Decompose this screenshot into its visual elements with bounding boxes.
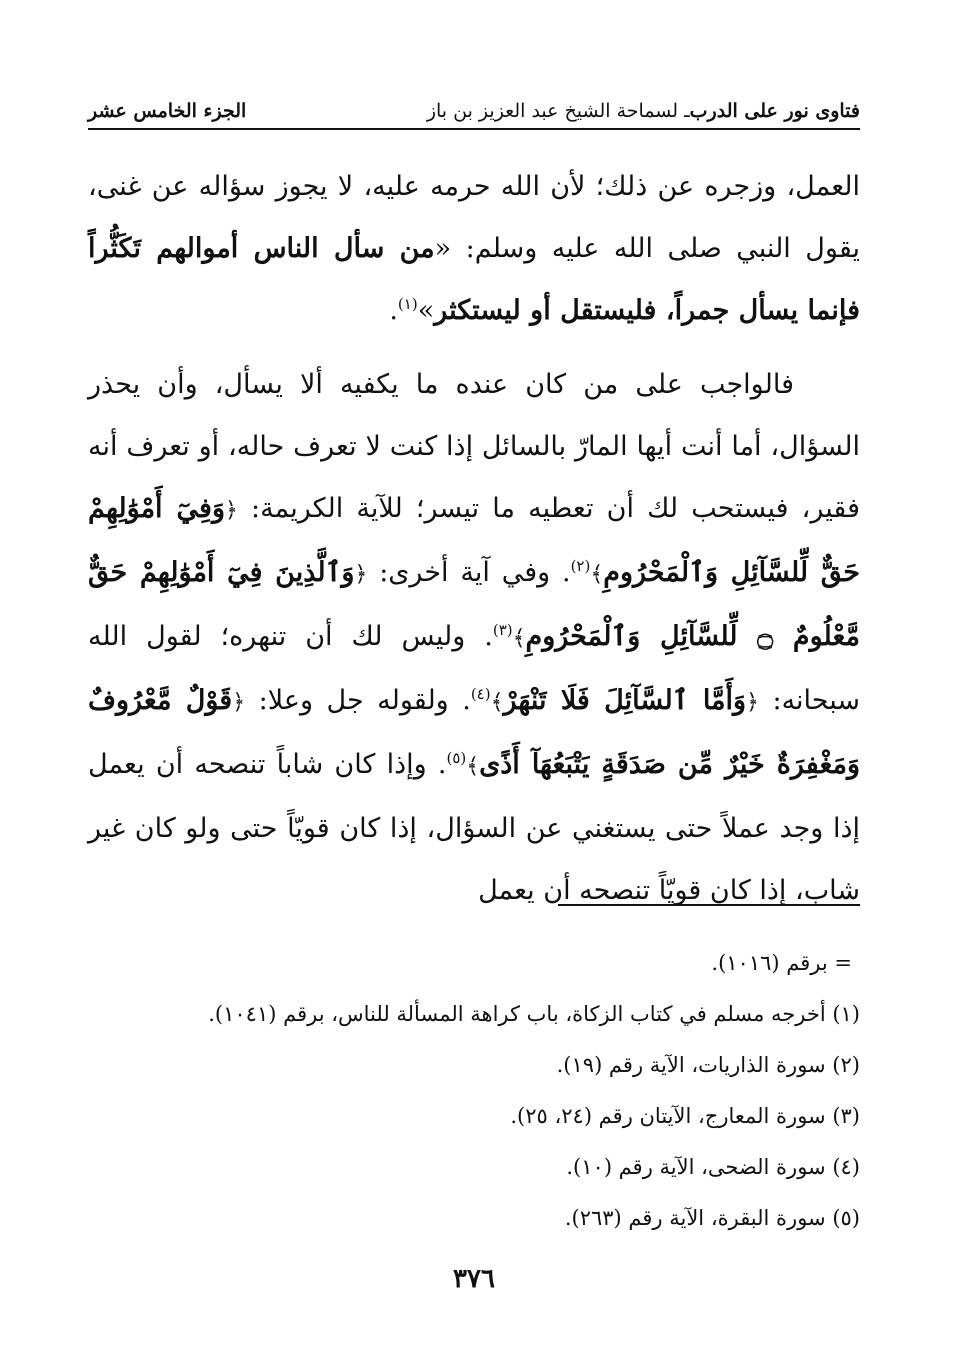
- paragraph-1: [88, 156, 860, 342]
- footnote-1: (١) أخرجه مسلم في كتاب الزكاة، باب كراهة المسألة للناس، برقم (١٠٤١).: [208, 1002, 860, 1026]
- ayah-close-bracket: ﴾: [590, 562, 604, 587]
- book-title: فتاوى نور على الدرب: [689, 100, 860, 122]
- p1-end: .: [389, 295, 398, 326]
- ayah-open-bracket: ﴿: [746, 690, 759, 715]
- ayah-close-bracket: ﴾: [512, 626, 526, 651]
- footnote-ref-5: (٥): [446, 749, 467, 767]
- p1-quote-close: »: [417, 295, 435, 326]
- hadith-quote: من سأل الناس أموالهم تَكَثُّراً فإنما يسأل جمراً، فليستقل أو ليستكثر: [88, 233, 860, 326]
- author-name: ـ لسماحة الشيخ عبد العزيز بن باز: [426, 100, 690, 122]
- ayah-open-bracket: ﴿: [224, 498, 238, 523]
- footnote-ref-4: (٤): [470, 685, 491, 703]
- quran-verse-4: قَوْلٌ مَّعْرُوفٌ وَمَغْفِرَةٌ خَيْرٌ مِّن صَدَقَةٍ يَتْبَعُهَآ أَذًى: [88, 685, 860, 780]
- footnote-continued: = برقم (١٠١٦).: [711, 951, 852, 975]
- p2-text-1: فالواجب على من كان عنده ما يكفيه ألا يسأل، وأن يحذر السؤال، أما أنت أيها المارّ بالسائل إذا كنت لا تعرف حاله، أو تعرف أنه فقير، فيستحب لك أن تعطيه ما تيسر؛ للآية الكريمة:: [88, 369, 860, 524]
- ayah-open-bracket: ﴿: [354, 562, 368, 587]
- quran-verse-3: وَأَمَّا ٱلسَّآئِلَ فَلَا تَنْهَرْ: [503, 685, 747, 716]
- page-number: ٣٧٦: [453, 1264, 495, 1294]
- footnotes: [88, 938, 860, 1244]
- footnote-ref-1: (١): [397, 295, 418, 313]
- footnote-4: (٤) سورة الضحى، الآية رقم (١٠).: [566, 1155, 860, 1179]
- footnote-ref-3: (٣): [492, 621, 513, 639]
- p2-text-3: . وليس لك أن تنهره؛ لقول الله سبحانه:: [88, 621, 860, 716]
- page: [88, 96, 860, 1296]
- footnote-separator: [558, 904, 860, 906]
- footnote-5: (٥) سورة البقرة، الآية رقم (٢٦٣).: [564, 1206, 860, 1230]
- running-header: [88, 96, 860, 130]
- part-title: الجزء الخامس عشر: [88, 100, 247, 122]
- body-text: [88, 156, 860, 922]
- ayah-close-bracket: ﴾: [466, 754, 480, 779]
- p2-text-5: . وإذا كان شاباً تنصحه أن يعمل إذا وجد عملاً حتى يستغني عن السؤال، إذا كان قويّاً حتى ولو كان غير شاب، إذا كان قويّاً تنصحه أن يعمل: [88, 749, 860, 906]
- p2-text-4: . ولقوله جل وعلا:: [245, 685, 471, 716]
- footnote-2: (٢) سورة الذاريات، الآية رقم (١٩).: [556, 1053, 860, 1077]
- footnote-ref-2: (٢): [570, 557, 591, 575]
- ayah-close-bracket: ﴾: [490, 690, 504, 715]
- ayah-open-bracket: ﴿: [232, 690, 246, 715]
- quran-verse-1: وَفِيٓ أَمْوَٰلِهِمْ حَقٌّ لِّلسَّآئِلِ وَٱلْمَحْرُومِ: [88, 493, 860, 588]
- p1-text: العمل، وزجره عن ذلك؛ لأن الله حرمه عليه، لا يجوز سؤاله عن غنى، يقول النبي صلى الله عليه وسلم: «: [88, 171, 860, 264]
- quran-verse-2: وَٱلَّذِينَ فِيٓ أَمْوَٰلِهِمْ حَقٌّ مَّعْلُومٌ ۝ لِّلسَّآئِلِ وَٱلْمَحْرُومِ: [88, 557, 860, 652]
- p2-text-2: . وفي آية أخرى:: [367, 557, 571, 588]
- footnote-3: (٣) سورة المعارج، الآيتان رقم (٢٤، ٢٥).: [510, 1104, 860, 1128]
- paragraph-2: [88, 354, 860, 922]
